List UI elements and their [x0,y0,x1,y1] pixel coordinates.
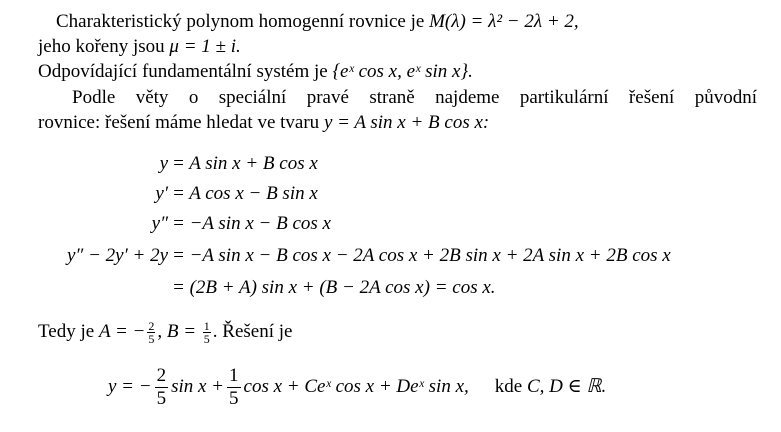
text-span: Odpovídající fundamentální systém je [38,61,333,82]
math-span: {eˣ cos x, eˣ sin x}. [332,61,473,82]
equation-row [0,244,781,268]
math-span: cos x + Ceˣ cos x + Deˣ sin x, [243,376,469,397]
math-span: M(λ) = λ² − 2λ + 2, [429,11,579,32]
fraction [227,365,241,410]
equation-rhs: = −A sin x − B cos x [172,213,331,234]
paragraph-line-5 [38,111,489,135]
paragraph-line-1 [56,10,579,34]
text-span: kde [494,376,523,397]
paragraph-line-4 [72,86,757,110]
equation-row [0,276,781,300]
equation-row [0,152,781,176]
fraction [203,320,211,345]
fraction [147,320,155,345]
math-span: y = − [108,376,152,397]
math-span: A = − [98,321,146,342]
text-span: Tedy je [38,321,99,342]
fraction-numerator: 1 [229,365,239,387]
equation-rhs: = (2B + A) sin x + (B − 2A cos x) = cos x. [172,277,496,298]
equation-row [0,182,781,206]
text-span: Podle věty o speciální pravé straně najdeme partikulární řešení původní [72,87,757,108]
math-span: B = [166,321,201,342]
fraction-denominator: 5 [156,388,167,410]
fraction-denominator: 5 [148,332,155,347]
math-span: y = A sin x + B cos x: [323,112,490,133]
equation-rhs: = A cos x − B sin x [172,183,318,204]
fraction-denominator: 5 [229,388,239,410]
equation-lhs: y″ − 2y′ + 2y [66,245,168,266]
paragraph-line-3 [38,60,473,84]
paragraph-line-2 [38,35,241,59]
final-equation [108,364,606,410]
text-span: Charakteristický polynom homogenní rovnice je [56,11,430,32]
text-span: jeho kořeny jsou [38,36,170,57]
equation-rhs: = −A sin x − B cos x − 2A cos x + 2B sin x + 2A sin x + 2B cos x [172,245,671,266]
text-span: . Řešení je [212,321,293,342]
equation-lhs: y [159,153,168,174]
equation-lhs: y″ [151,213,168,234]
equation-row [0,212,781,236]
separator: , [157,321,167,342]
text-span: rovnice: řešení máme hledat ve tvaru [38,112,324,133]
fraction-denominator: 5 [203,332,210,347]
equation-rhs: = A sin x + B cos x [172,153,318,174]
fraction [155,365,169,410]
math-span: μ = 1 ± i. [169,36,241,57]
fraction-numerator: 2 [156,365,167,387]
equation-lhs: y′ [155,183,168,204]
fraction-numerator: 1 [203,319,210,334]
paragraph-line-6 [38,320,292,345]
fraction-numerator: 2 [148,319,155,334]
math-span: sin x + [171,376,225,397]
math-span: C, D ∈ ℝ. [526,376,607,397]
